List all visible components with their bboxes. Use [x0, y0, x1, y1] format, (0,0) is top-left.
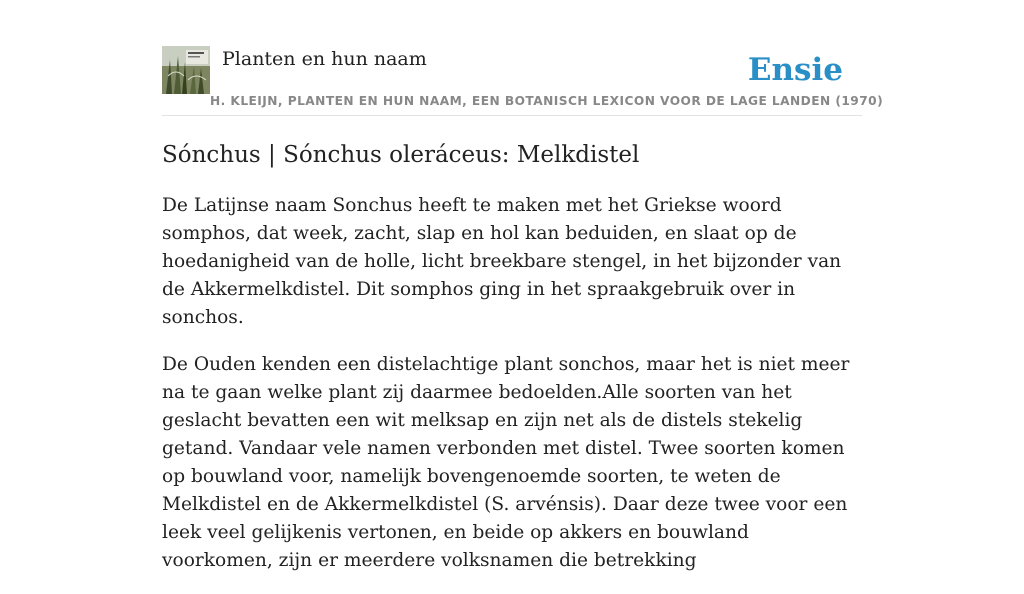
- source-citation: H. KLEIJN, PLANTEN EN HUN NAAM, EEN BOTANISCH LEXICON VOOR DE LAGE LANDEN (1970): [210, 94, 884, 108]
- book-cover-icon: [162, 46, 210, 94]
- ensie-logo[interactable]: Ensie: [747, 52, 843, 88]
- entry-paragraph-2: De Ouden kenden een distelachtige plant sonchos, maar het is niet meer na te gaan welke plant zij daarmee bedoelden.Alle soorten van het geslacht bevatten een wit melksap en zijn net als de distels stekelig getand. Vandaar vele namen verbonden met distel. Twee soorten komen op bouwland voor, namelijk bovengenoemde soorten, te weten de Melkdistel en de Akkermelkdistel (S. arvénsis). Daar deze twee voor een leek veel gelijkenis vertonen, en beide op akkers en bouwland voorkomen, zijn er meerdere volksnamen die betrekking: [162, 354, 850, 571]
- book-avatar[interactable]: [162, 46, 210, 94]
- entry-title: Sónchus | Sónchus oleráceus: Melkdistel: [162, 142, 640, 168]
- entry-header: [162, 46, 884, 116]
- entry-paragraph-1: De Latijnse naam Sonchus heeft te maken met het Griekse woord somphos, dat week, zacht, slap en hol kan beduiden, en slaat op de hoedanigheid van de holle, licht breekbare stengel, in het bijzonder van de Akkermelkdistel. Dit somphos ging in het spraakgebruik over in sonchos.: [162, 195, 842, 328]
- book-title-link[interactable]: Planten en hun naam: [222, 48, 427, 70]
- entry-content: [162, 192, 862, 594]
